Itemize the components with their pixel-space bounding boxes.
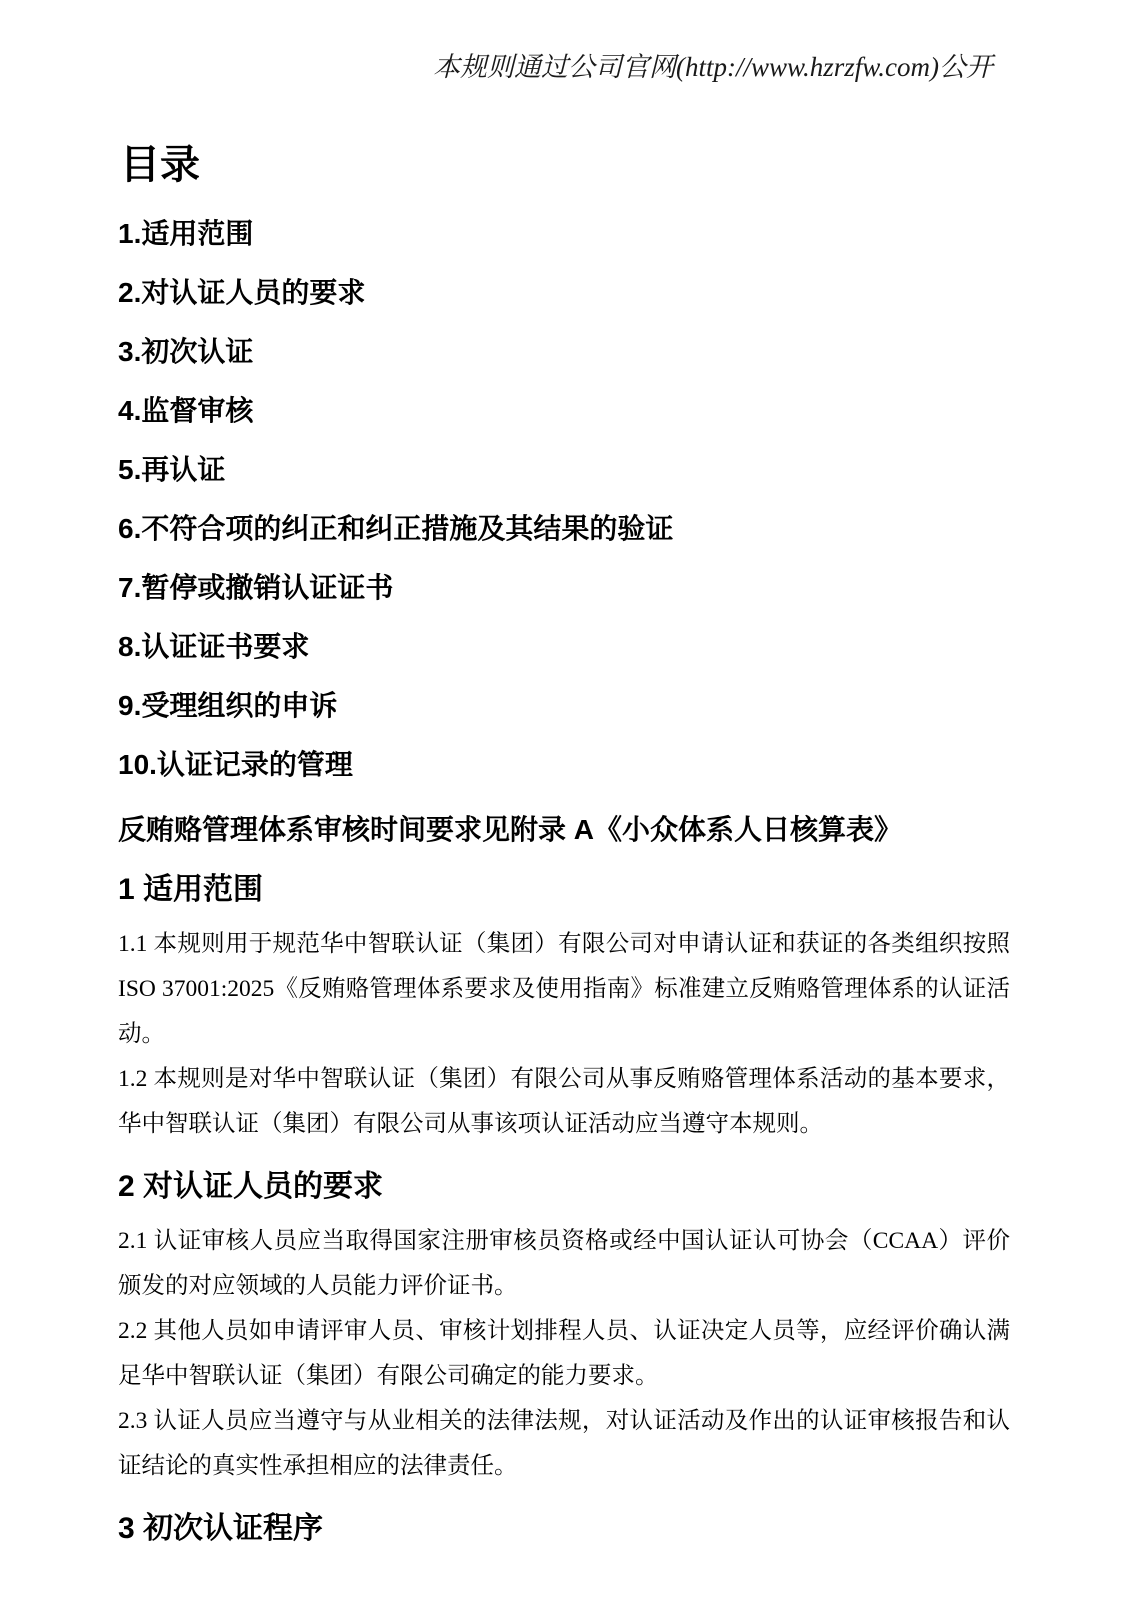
toc-item-1: 1.适用范围 bbox=[118, 218, 254, 249]
section-heading-scope: 1 适用范围 bbox=[118, 873, 264, 906]
section-heading-personnel: 2 对认证人员的要求 bbox=[118, 1170, 384, 1203]
toc-item-4: 4.监督审核 bbox=[118, 395, 254, 426]
toc-item-8: 8.认证证书要求 bbox=[118, 631, 310, 662]
toc-title: 目录 bbox=[120, 143, 200, 187]
section-scope bbox=[118, 870, 1010, 1147]
appendix-note: 反贿赂管理体系审核时间要求见附录 A《小众体系人日核算表》 bbox=[118, 814, 903, 845]
toc-item-9: 9.受理组织的申诉 bbox=[118, 690, 338, 721]
page-content bbox=[0, 140, 1131, 1549]
toc-item-5: 5.再认证 bbox=[118, 454, 226, 485]
paragraph-2-1: 2.1 认证审核人员应当取得国家注册审核员资格或经中国认证认可协会（CCAA）评价颁发的对应领域的人员能力评价证书。 bbox=[118, 1228, 1010, 1299]
toc-item-7: 7.暂停或撤销认证证书 bbox=[118, 572, 394, 603]
toc-item-6: 6.不符合项的纠正和纠正措施及其结果的验证 bbox=[118, 513, 674, 544]
section-heading-initial-certification: 3 初次认证程序 bbox=[118, 1512, 324, 1545]
paragraph-1-1: 1.1 本规则用于规范华中智联认证（集团）有限公司对申请认证和获证的各类组织按照 ISO 37001:2025《反贿赂管理体系要求及使用指南》标准建立反贿赂管理体系的认证活动。 bbox=[118, 931, 1010, 1047]
header-notice: 本规则通过公司官网(http://www.hzrzfw.com)公开 bbox=[432, 52, 993, 82]
paragraph-2-2: 2.2 其他人员如申请评审人员、审核计划排程人员、认证决定人员等，应经评价确认满足华中智联认证（集团）有限公司确定的能力要求。 bbox=[118, 1318, 1010, 1389]
paragraph-1-2: 1.2 本规则是对华中智联认证（集团）有限公司从事反贿赂管理体系活动的基本要求，华中智联认证（集团）有限公司从事该项认证活动应当遵守本规则。 bbox=[118, 1066, 1010, 1137]
section-personnel-requirements bbox=[118, 1167, 1010, 1489]
paragraph-2-3: 2.3 认证人员应当遵守与从业相关的法律法规，对认证活动及作出的认证审核报告和认证结论的真实性承担相应的法律责任。 bbox=[118, 1408, 1010, 1479]
section-initial-certification bbox=[118, 1509, 1010, 1549]
toc-item-3: 3.初次认证 bbox=[118, 336, 254, 367]
toc-item-2: 2.对认证人员的要求 bbox=[118, 277, 366, 308]
toc-item-10: 10.认证记录的管理 bbox=[118, 749, 353, 780]
toc-list bbox=[118, 204, 1010, 794]
